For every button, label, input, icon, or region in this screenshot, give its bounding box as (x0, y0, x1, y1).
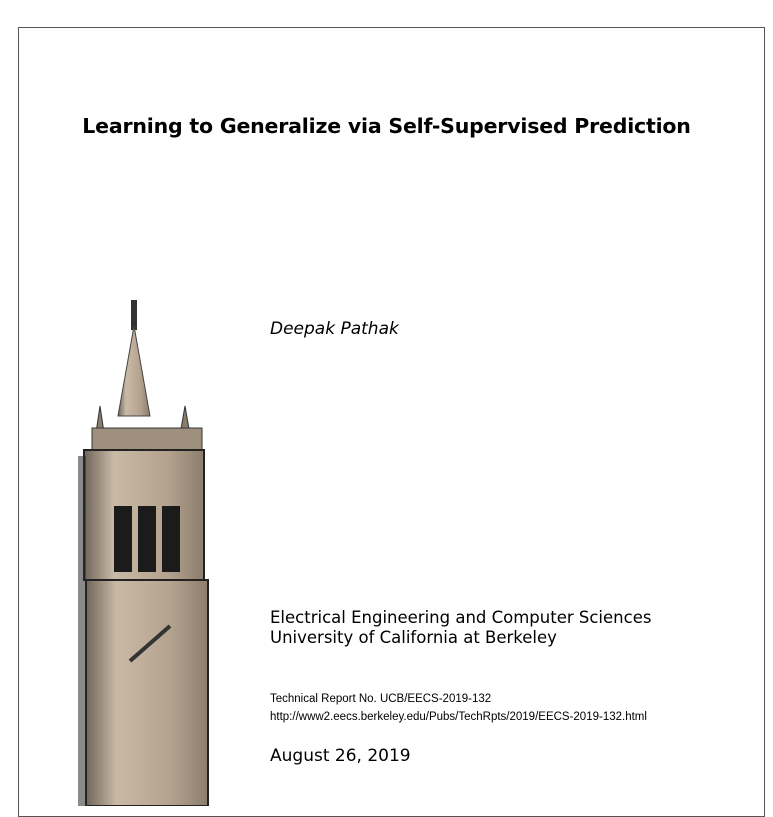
department-line: Electrical Engineering and Computer Sciences (270, 608, 652, 627)
report-title: Learning to Generalize via Self-Supervised Prediction (82, 114, 691, 138)
author-name: Deepak Pathak (270, 319, 399, 339)
university-line: University of California at Berkeley (270, 628, 557, 647)
report-number: Technical Report No. UCB/EECS-2019-132 (270, 693, 492, 705)
report-date: August 26, 2019 (270, 746, 411, 766)
report-url[interactable]: http://www2.eecs.berkeley.edu/Pubs/TechRpts/2019/EECS-2019-132.html (270, 711, 647, 723)
campanile-tower-image (70, 296, 220, 806)
department-block (270, 608, 651, 648)
report-info (270, 690, 647, 726)
